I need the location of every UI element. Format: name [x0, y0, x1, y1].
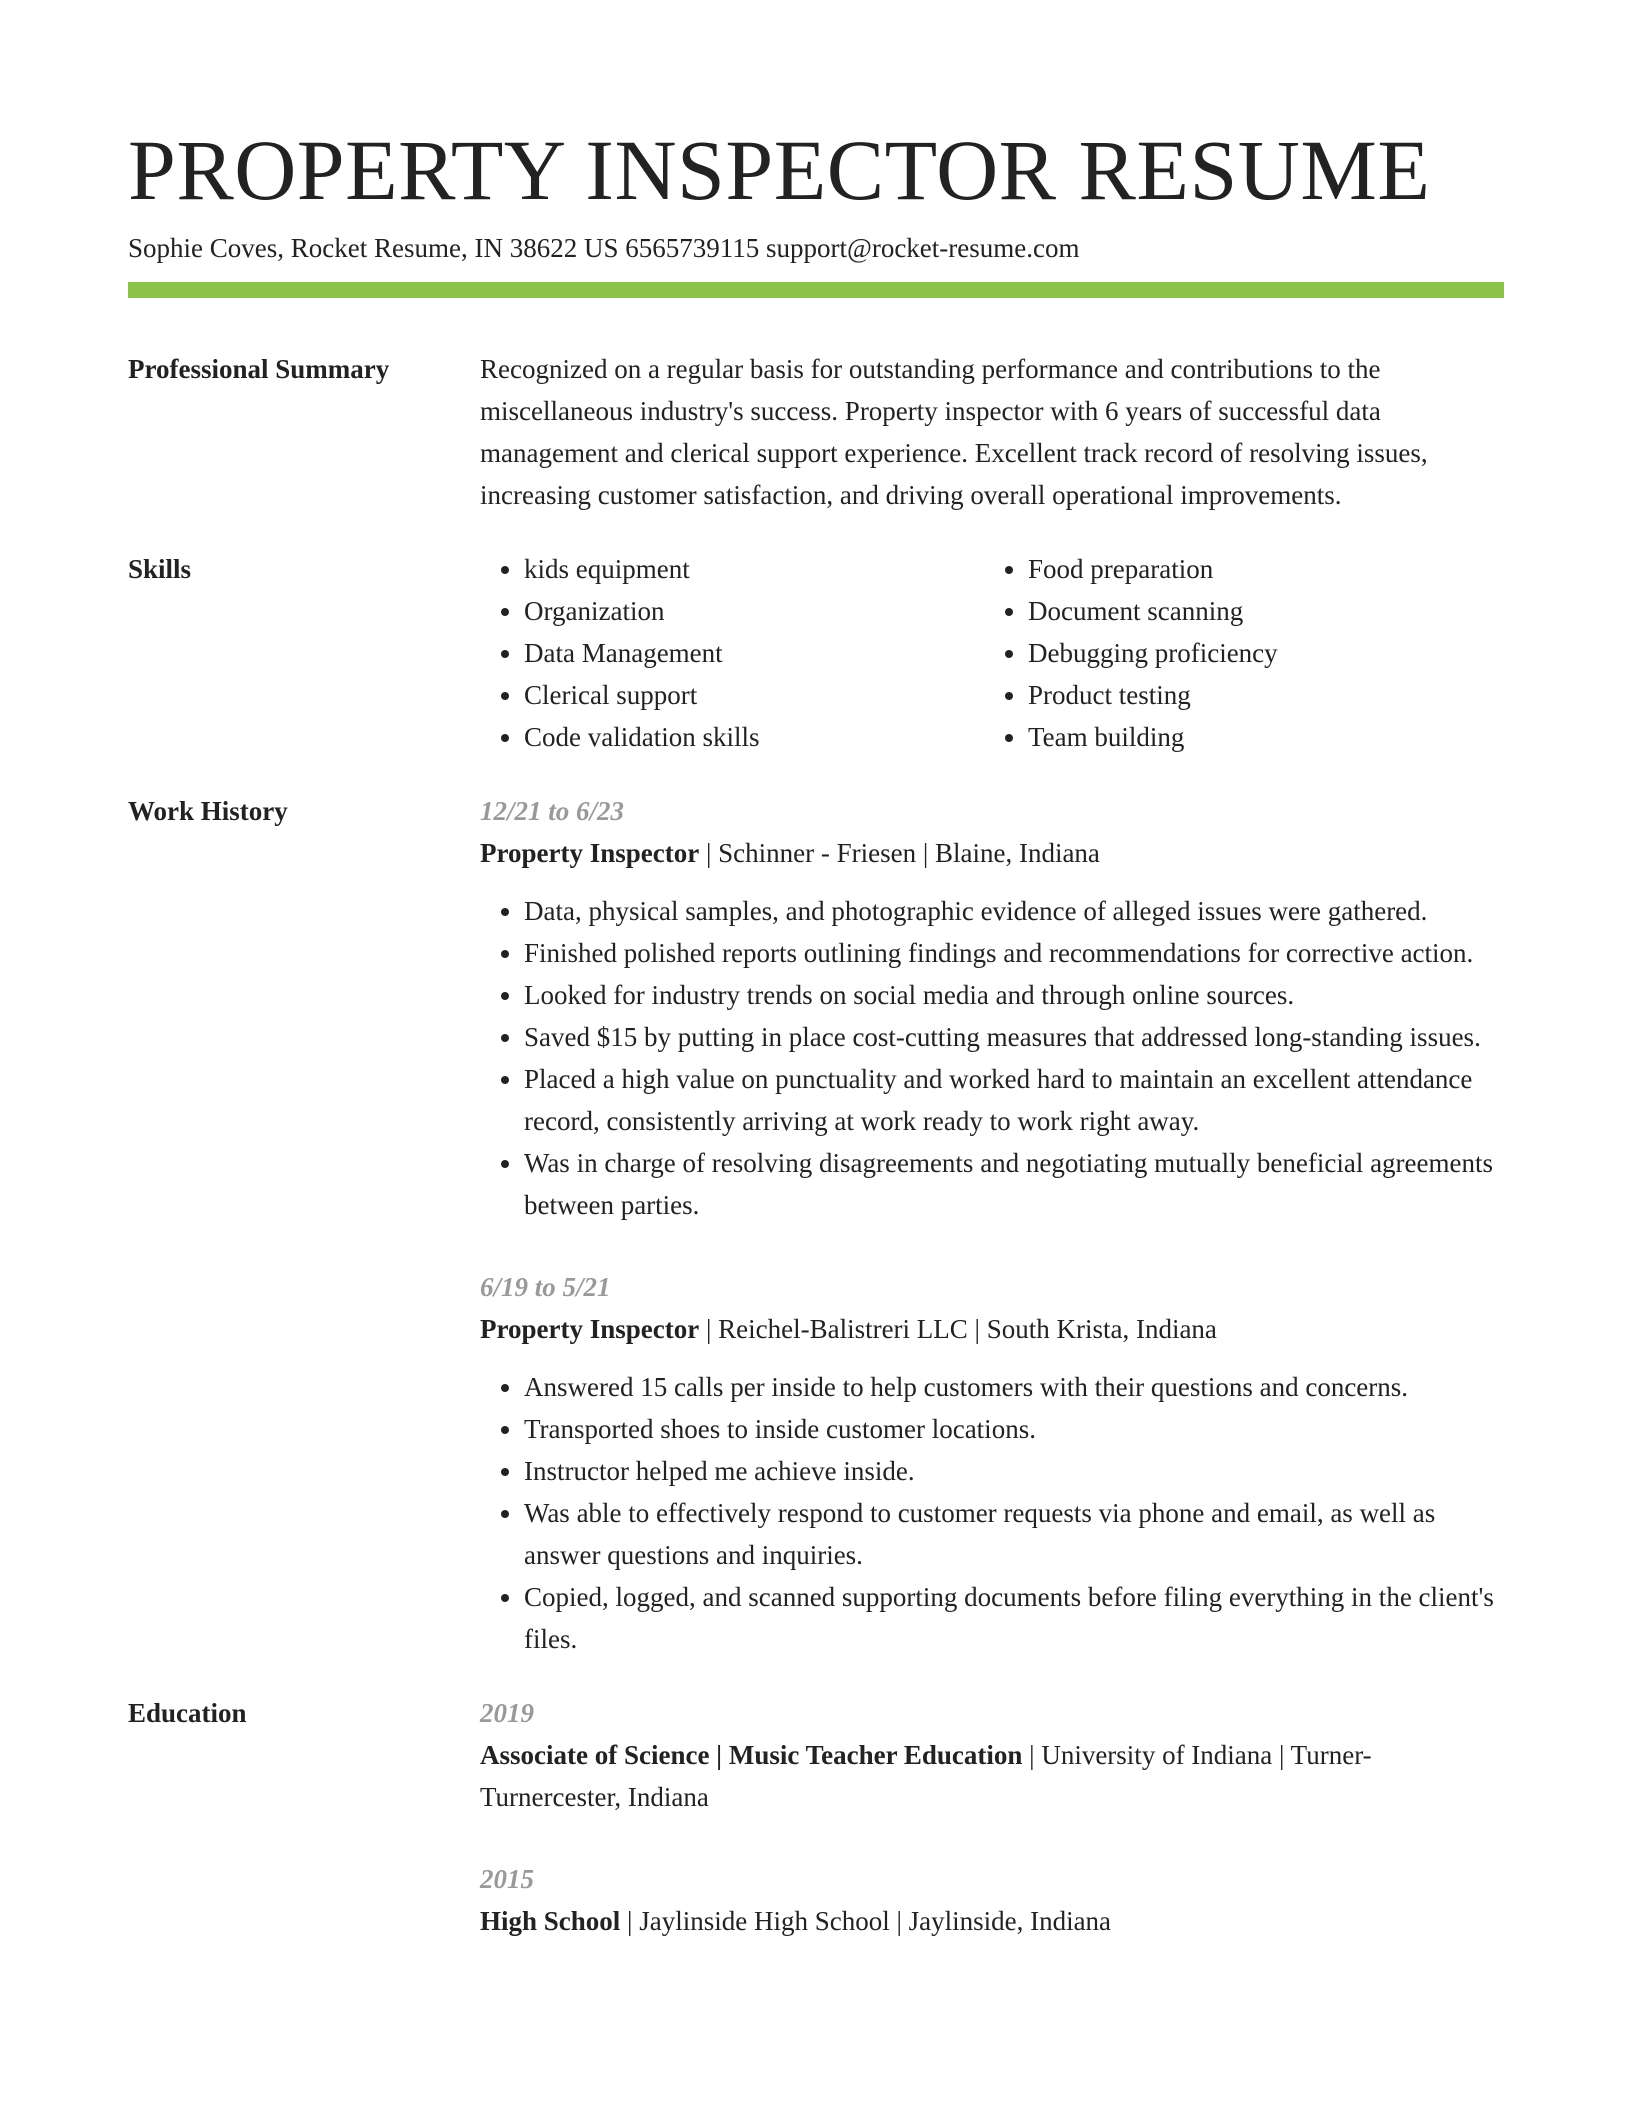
skills-column-right [984, 548, 1488, 758]
education-entry [480, 1692, 1504, 1818]
job-bullet: • Copied, logged, and scanned supporting documents before filing everything in the client's files. [524, 1576, 1504, 1660]
skills-columns [480, 548, 1504, 758]
job-bullet: • Finished polished reports outlining findings and recommendations for corrective action. [524, 932, 1504, 974]
section-label-work: Work History [128, 796, 288, 826]
job-details: | Reichel-Balistreri LLC | South Krista, Indiana [699, 1314, 1217, 1344]
skills-list-left [480, 548, 984, 758]
job-entry [480, 790, 1504, 1226]
skill-item: • Team building [1028, 716, 1488, 758]
job-title: Property Inspector [480, 1314, 700, 1344]
job-heading [480, 1308, 1504, 1350]
job-bullet: • Transported shoes to inside customer locations. [524, 1408, 1504, 1450]
contact-line: Sophie Coves, Rocket Resume, IN 38622 US 6565739115 support@rocket-resume.com [128, 233, 1080, 263]
job-bullet: • Was able to effectively respond to customer requests via phone and email, as well as answer questions and inquiries. [524, 1492, 1504, 1576]
job-entry [480, 1266, 1504, 1660]
job-date: 12/21 to 6/23 [480, 796, 625, 826]
section-label-summary: Professional Summary [128, 354, 390, 384]
skill-item: • Document scanning [1028, 590, 1488, 632]
skills-column-left [480, 548, 984, 758]
job-bullets [480, 890, 1504, 1226]
education-degree: High School [480, 1906, 621, 1936]
skills-body [480, 548, 1504, 758]
job-bullet: • Answered 15 calls per inside to help customers with their questions and concerns. [524, 1366, 1504, 1408]
job-title: Property Inspector [480, 838, 700, 868]
skill-item: • Food preparation [1028, 548, 1488, 590]
skill-item: • Code validation skills [524, 716, 984, 758]
education-entry [480, 1858, 1504, 1942]
skill-item: • Organization [524, 590, 984, 632]
job-bullet: • Saved $15 by putting in place cost-cutting measures that addressed long-standing issues. [524, 1016, 1504, 1058]
job-details: | Schinner - Friesen | Blaine, Indiana [699, 838, 1100, 868]
job-bullet: • Instructor helped me achieve inside. [524, 1450, 1504, 1492]
job-heading [480, 832, 1504, 874]
job-bullet: • Placed a high value on punctuality and worked hard to maintain an excellent attendance record, consistently arriving at work ready to work right away. [524, 1058, 1504, 1142]
summary-section [128, 348, 1504, 516]
education-date: 2015 [480, 1864, 534, 1894]
skill-item: • Clerical support [524, 674, 984, 716]
job-bullet: • Was in charge of resolving disagreements and negotiating mutually beneficial agreements between parties. [524, 1142, 1504, 1226]
education-details: | Jaylinside High School | Jaylinside, Indiana [620, 1906, 1112, 1936]
resume-title: PROPERTY INSPECTOR RESUME [128, 122, 1431, 218]
education-heading [480, 1734, 1504, 1818]
skill-item: • Data Management [524, 632, 984, 674]
work-body [480, 790, 1504, 1660]
skill-item: • kids equipment [524, 548, 984, 590]
education-section [128, 1692, 1504, 1942]
job-bullets [480, 1366, 1504, 1660]
skill-item: • Product testing [1028, 674, 1488, 716]
accent-divider [128, 282, 1504, 298]
summary-text: Recognized on a regular basis for outstanding performance and contributions to the miscellaneous industry's success. Property inspector with 6 years of successful data management and clerical support experience. Excellent track record of resolving issues, increasing customer satisfaction, and driving overall operational improvements. [480, 354, 1428, 510]
skill-item: • Debugging proficiency [1028, 632, 1488, 674]
education-details: | University of Indiana | Turner-Turnercester, Indiana [480, 1740, 1372, 1812]
job-bullet: • Data, physical samples, and photographic evidence of alleged issues were gathered. [524, 890, 1504, 932]
skills-list-right [984, 548, 1488, 758]
section-label-skills: Skills [128, 554, 192, 584]
work-history-section [128, 790, 1504, 1660]
education-heading [480, 1900, 1504, 1942]
job-bullet: • Looked for industry trends on social media and through online sources. [524, 974, 1504, 1016]
section-label-education: Education [128, 1698, 247, 1728]
education-degree: Associate of Science | Music Teacher Education [480, 1740, 1023, 1770]
skills-section [128, 548, 1504, 758]
education-date: 2019 [480, 1698, 534, 1728]
education-body [480, 1692, 1504, 1942]
job-date: 6/19 to 5/21 [480, 1272, 611, 1302]
